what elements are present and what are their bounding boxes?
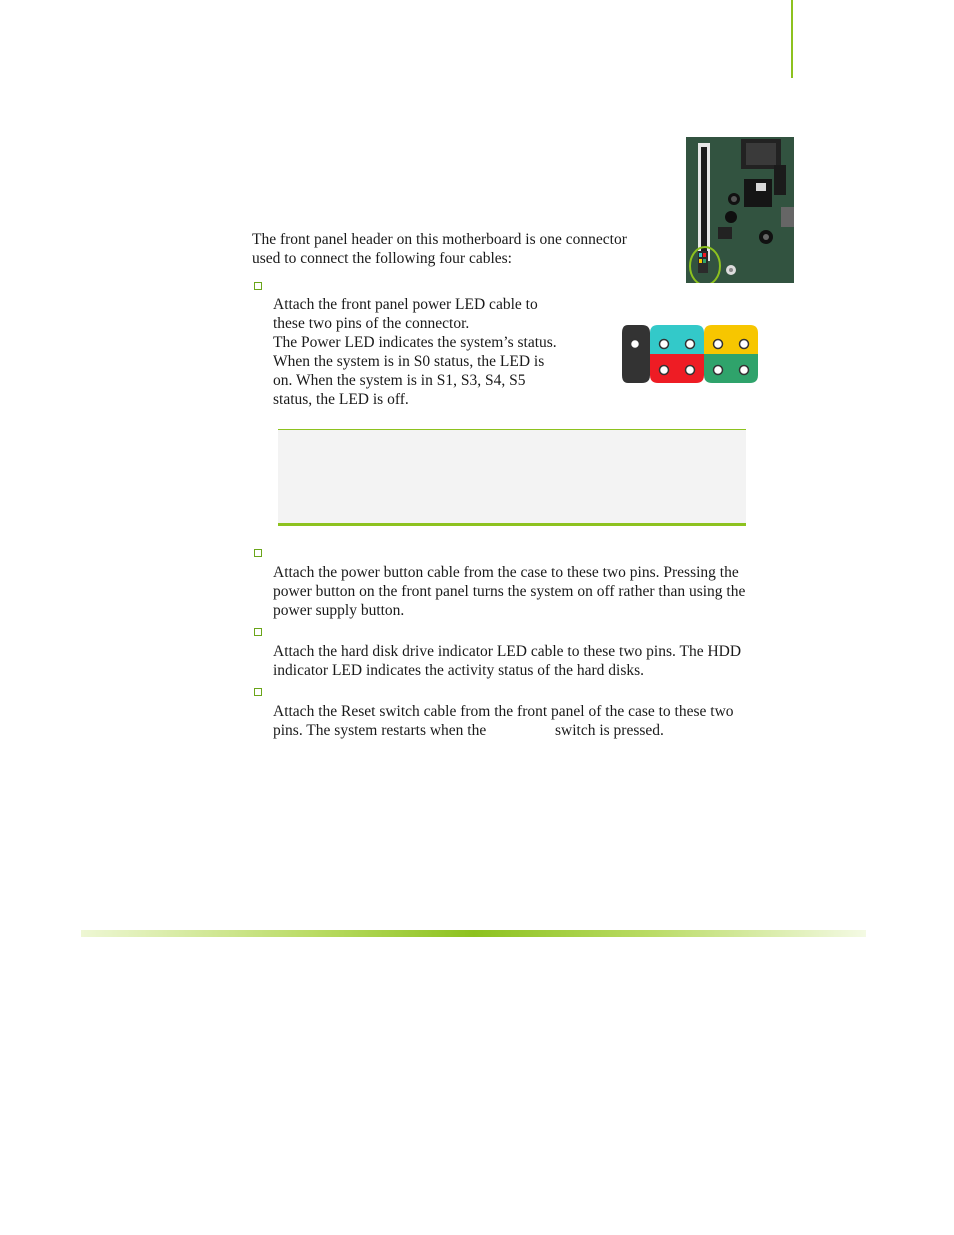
bullet-power-led (254, 282, 262, 290)
power-led-line-5: on. When the system is in S1, S3, S4, S5 (273, 372, 526, 389)
power-button-line-2: power button on the front panel turns the system on off rather than using the (273, 583, 746, 600)
reset-line-2: pins. The system restarts when the (273, 722, 487, 739)
reset-line-1: Attach the Reset switch cable from the front panel of the case to these two (273, 703, 734, 720)
power-led-paragraph (273, 295, 557, 409)
intro-line-2: used to connect the following four cables: (252, 250, 512, 267)
power-led-line-2: these two pins of the connector. (273, 315, 470, 332)
pin-block-red (650, 354, 704, 383)
hdd-led-line-2: indicator LED indicates the activity status of the hard disks. (273, 662, 645, 679)
power-button-line-1: Attach the power button cable from the case to these two pins. Pressing the (273, 564, 739, 581)
intro-paragraph (252, 230, 627, 268)
power-led-line-6: status, the LED is off. (273, 391, 409, 408)
bullet-power-button (254, 549, 262, 557)
power-led-line-3: The Power LED indicates the system’s status. (273, 334, 557, 351)
reset-paragraph (273, 702, 734, 721)
hdd-led-line-1: Attach the hard disk drive indicator LED cable to these two pins. The HDD (273, 643, 742, 660)
reset-line-3: switch is pressed. (555, 722, 664, 739)
motherboard-photo (686, 137, 794, 283)
power-button-paragraph (273, 563, 745, 620)
pin-block-black (622, 325, 650, 383)
power-led-line-1: Attach the front panel power LED cable to (273, 296, 538, 313)
pin-header-diagram (620, 325, 760, 385)
power-led-line-4: When the system is in S0 status, the LED is (273, 353, 545, 370)
pin-block-yellow (704, 325, 758, 354)
header-rule (791, 0, 793, 78)
footer-bar (81, 930, 866, 937)
intro-line-1: The front panel header on this motherboard is one connector (252, 231, 627, 248)
pin-block-cyan (650, 325, 704, 354)
hdd-led-paragraph (273, 642, 741, 680)
power-button-line-3: power supply button. (273, 602, 405, 619)
pin-block-green (704, 354, 758, 383)
bullet-reset (254, 688, 262, 696)
bullet-hdd-led (254, 628, 262, 636)
note-box (278, 429, 746, 526)
